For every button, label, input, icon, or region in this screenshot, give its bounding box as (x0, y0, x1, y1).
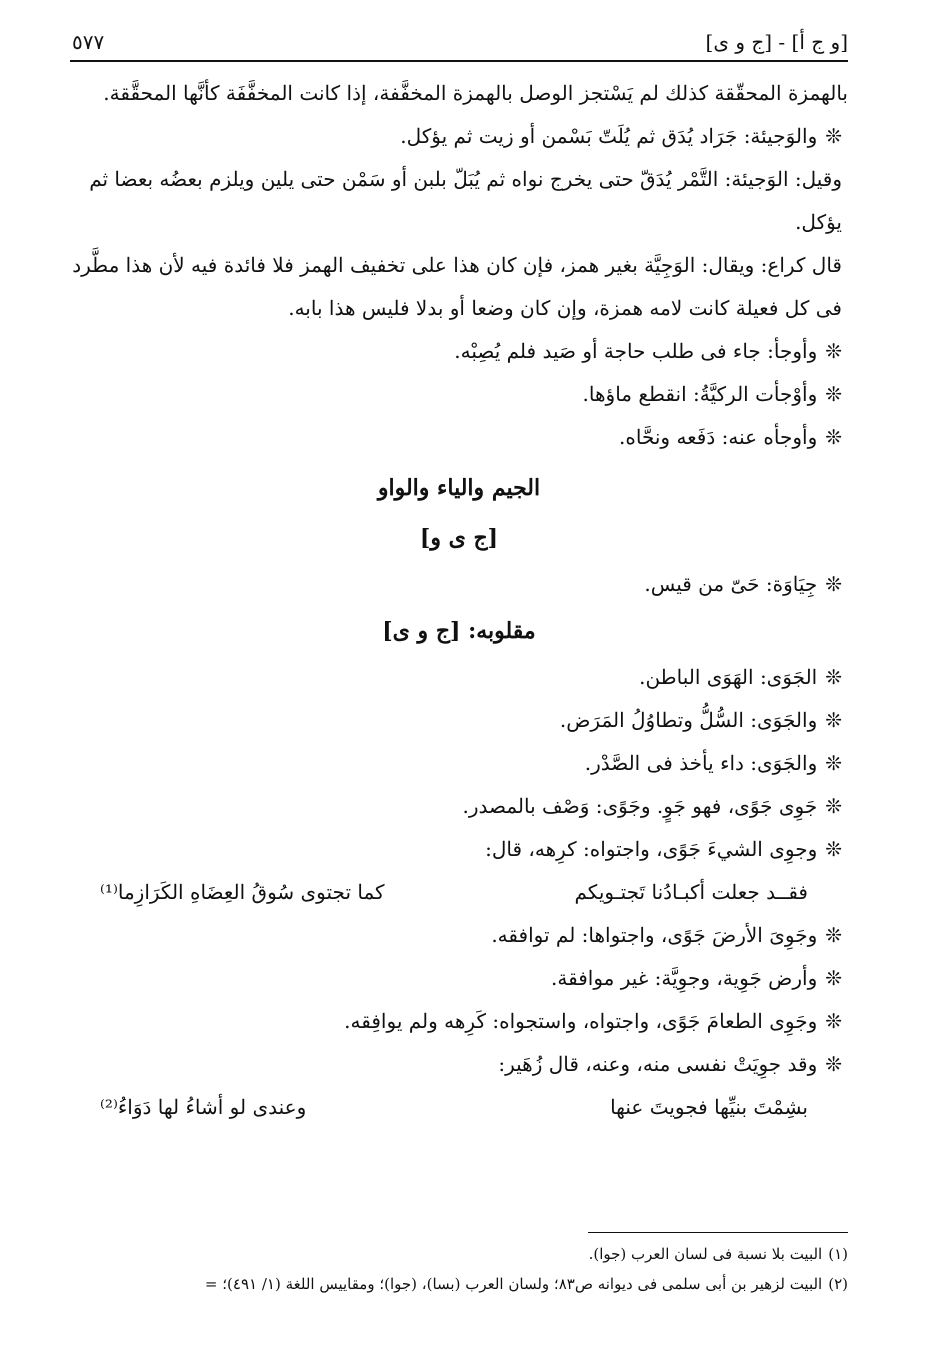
entry-text: وقد جوِيَتْ نفسى منه، وعنه، قال زُهَير: (498, 1052, 818, 1076)
poetry-verse-1 (70, 871, 848, 914)
footnote-text: البيت لزهير بن أبى سلمى فى ديوانه ص٨٣؛ ولسان العرب (بسا)، (جوا)؛ ومقاييس اللغة (١/ ٤٩١)؛ = (204, 1275, 823, 1293)
star-icon: ❊ (825, 708, 842, 732)
star-icon: ❊ (825, 339, 842, 363)
entry-jawa-7 (70, 957, 848, 1000)
star-icon: ❊ (825, 665, 842, 689)
entry-text: جَوِى جَوًى، فهو جَوٍ. وجَوًى: وَصْف بالمصدر. (462, 794, 818, 818)
star-icon: ❊ (825, 572, 842, 596)
entry-text: والجَوَى: داء يأخذ فى الصَّدْر. (584, 751, 818, 775)
entry-jawa-5 (70, 828, 848, 871)
footnote-number: (١) (828, 1245, 848, 1263)
star-icon: ❊ (825, 837, 842, 861)
entry-jawa-4 (70, 785, 848, 828)
paragraph-kura: قال كراع: ويقال: الوَجِيَّة بغير همز، فإن كان هذا على تخفيف الهمز فلا فائدة فيه لأن هذا مطَّرد فى كل فعيلة كانت لامه همزة، وإن كان وضعا أو بدلا فليس هذا بابه. (72, 253, 842, 320)
page-number: ٥٧٧ (72, 30, 105, 54)
star-icon: ❊ (825, 1009, 842, 1033)
star-icon: ❊ (825, 794, 842, 818)
entry-text: وأوجأ: جاء فى طلب حاجة أو صَيد فلم يُصِبْه. (454, 339, 818, 363)
main-text (70, 72, 848, 1129)
running-header (70, 18, 848, 62)
entry-text: الجَوَى: الهَوَى الباطن. (639, 665, 818, 689)
star-icon: ❊ (825, 425, 842, 449)
section-title: الجيم والياء والواو (377, 475, 541, 501)
poetry-verse-2 (70, 1086, 848, 1129)
entry-jawa-1 (70, 656, 848, 699)
star-icon: ❊ (825, 751, 842, 775)
entry-jawa-6 (70, 914, 848, 957)
verse-first-hemistich: فقــد جعلت أكبـادُنا تَجتـويكم (574, 880, 808, 904)
entry-text: والوَجيئة: جَرَاد يُدَق ثم يُلَتّ بَسْمن أو زيت ثم يؤكل. (400, 124, 818, 148)
entry-text: وجَوِىَ الأرضَ جَوًى، واجتواها: لم توافقه. (491, 923, 818, 947)
entry-text: وأوجأه عنه: دَفَعه ونحَّاه. (619, 425, 818, 449)
root-heading-jwy: مقلوبه: [ج و ى] (382, 618, 536, 644)
star-icon: ❊ (825, 1052, 842, 1076)
entry-text: وأرض جَوِية، وجوِيَّة: غير موافقة. (551, 966, 818, 990)
verse-first-hemistich: بشِمْتَ بنيِّها فجويتَ عنها (610, 1095, 808, 1119)
footnote-1 (70, 1239, 848, 1269)
footnote-2 (70, 1269, 848, 1299)
entry-awja-2 (70, 373, 848, 416)
star-icon: ❊ (825, 382, 842, 406)
root-heading-jyw: [ج ى و] (419, 525, 499, 551)
entry-text: جِيَاوَة: حَىّ من قيس. (644, 572, 818, 596)
entry-wajia (70, 115, 848, 158)
header-root-label: [و ج أ] - [ج و ى] (705, 30, 848, 54)
footnotes (70, 1232, 848, 1299)
verse-second-hemistich: كما تجتوى سُوقُ العِضَاهِ الكَرَازِما⁽¹⁾ (100, 880, 385, 904)
verse-second-hemistich: وعندى لو أشاءُ لها دَوَاءُ⁽²⁾ (100, 1095, 307, 1119)
page (70, 18, 848, 1129)
entry-jawa-3 (70, 742, 848, 785)
footnote-divider (588, 1232, 848, 1233)
entry-jawa-8 (70, 1000, 848, 1043)
paragraph-qila: وقيل: الوَجيئة: التَّمْر يُدَقّ حتى يخرج نواه ثم يُبَلّ بلبن أو سَمْن حتى يلين ويلزم بعضُه بعضا ثم يؤكل. (89, 167, 842, 234)
footnote-text: البيت بلا نسبة فى لسان العرب (جوا). (588, 1245, 823, 1263)
entry-text: وأوْجأت الركيَّةُ: انقطع ماؤها. (582, 382, 818, 406)
footnote-number: (٢) (828, 1275, 848, 1293)
star-icon: ❊ (825, 923, 842, 947)
star-icon: ❊ (825, 124, 842, 148)
entry-jawa-9 (70, 1043, 848, 1086)
entry-awja-1 (70, 330, 848, 373)
star-icon: ❊ (825, 966, 842, 990)
entry-text: وجَوِى الطعامَ جَوًى، واجتواه، واستجواه: كَرِهه ولم يوافِقه. (344, 1009, 818, 1033)
paragraph-continuation: بالهمزة المحقّقة كذلك لم يَسْتجز الوصل بالهمزة المخفَّفة، إذا كانت المخفَّفَة كأنَّها المحقَّقة. (103, 81, 848, 105)
entry-awja-3 (70, 416, 848, 459)
entry-jiyawa (70, 563, 848, 606)
entry-jawa-2 (70, 699, 848, 742)
entry-text: وجوِى الشيءَ جَوًى، واجتواه: كرِهه، قال: (485, 837, 818, 861)
entry-text: والجَوَى: السُّلُّ وتطاوُلُ المَرَض. (559, 708, 818, 732)
